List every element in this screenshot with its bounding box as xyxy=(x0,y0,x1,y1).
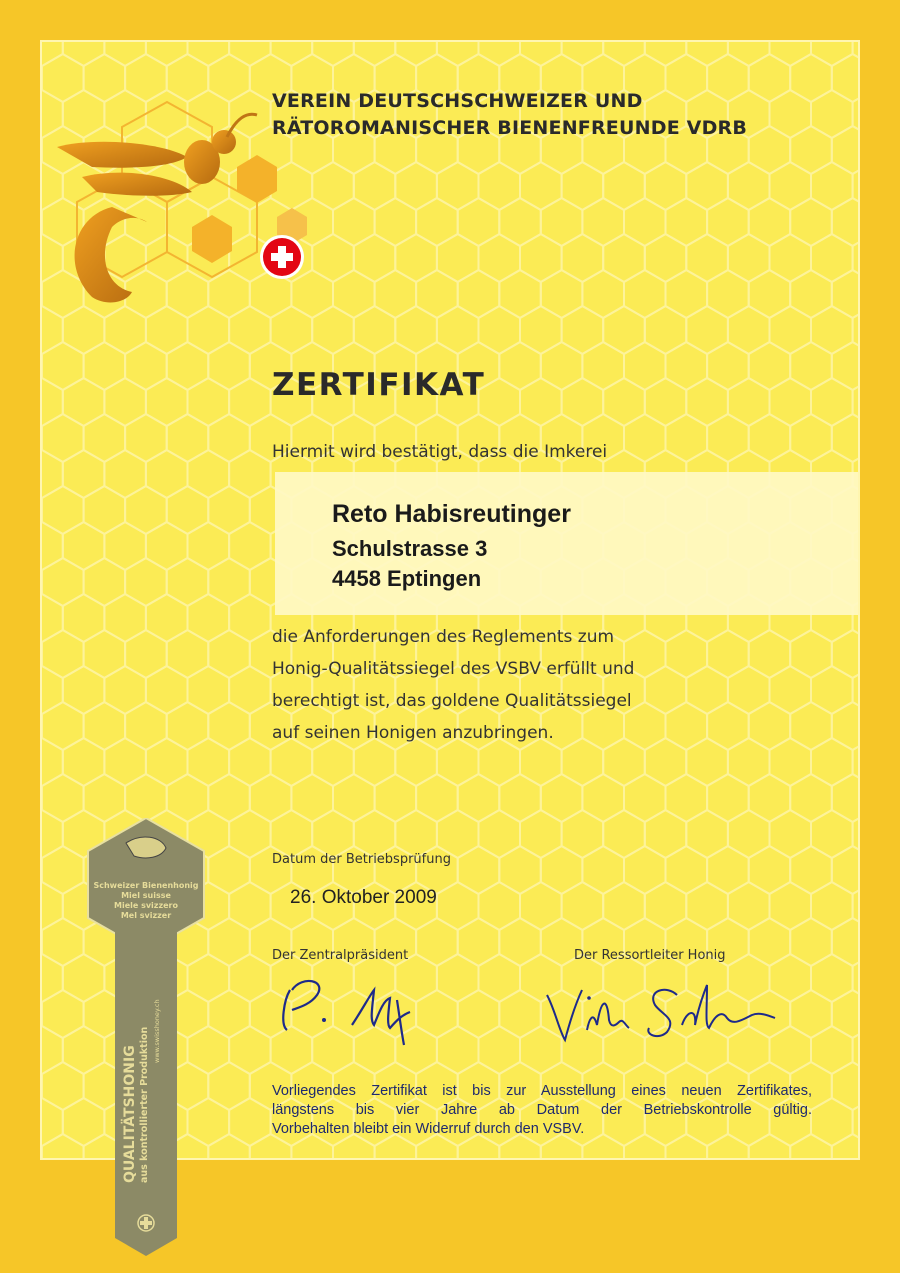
seal-vertical-subtitle: aus kontrollierter Produktion xyxy=(139,1026,150,1183)
beekeeper-name: Reto Habisreutinger xyxy=(332,500,571,528)
body-line: auf seinen Honigen anzubringen. xyxy=(272,723,554,743)
swiss-cross-icon xyxy=(260,235,304,279)
body-line: Honig-Qualitätssiegel des VSBV erfüllt und xyxy=(272,659,635,679)
beekeeper-city: 4458 Eptingen xyxy=(332,566,482,591)
quality-honey-seal xyxy=(86,818,206,1258)
seal-line: Miele svizzero xyxy=(114,901,178,910)
seal-vertical-title: QUALITÄTSHONIG xyxy=(122,1045,138,1183)
honey-head-signature-label: Der Ressortleiter Honig xyxy=(574,948,726,963)
organization-name-line2: RÄTOROMANISCHER BIENENFREUNDE VDRB xyxy=(272,117,748,139)
body-line: die Anforderungen des Reglements zum xyxy=(272,627,615,647)
seal-line: Schweizer Bienenhonig xyxy=(93,881,199,890)
organization-name-line1: VEREIN DEUTSCHSCHWEIZER UND xyxy=(272,90,643,112)
seal-line: Mel svizzer xyxy=(120,911,172,920)
seal-vertical-url: www.swisshoney.ch xyxy=(153,999,161,1063)
president-signature-label: Der Zentralpräsident xyxy=(272,948,409,963)
president-signature xyxy=(262,970,452,1050)
certificate-title: ZERTIFIKAT xyxy=(272,367,486,403)
seal-line: Miel suisse xyxy=(121,891,171,900)
body-line: berechtigt ist, das goldene Qualitätssiegel xyxy=(272,691,632,711)
intro-text: Hiermit wird bestätigt, dass die Imkerei xyxy=(272,442,608,462)
honey-head-signature xyxy=(537,970,787,1055)
inspection-date-label: Datum der Betriebsprüfung xyxy=(272,852,451,867)
inspection-date-value: 26. Oktober 2009 xyxy=(290,887,437,908)
beekeeper-street: Schulstrasse 3 xyxy=(332,536,488,561)
footer-line: längstens bis vier Jahre ab Datum der Betriebskontrolle gültig. xyxy=(272,1102,812,1118)
footer-line: Vorbehalten bleibt ein Widerruf durch den VSBV. xyxy=(272,1121,585,1137)
footer-line: Vorliegendes Zertifikat ist bis zur Ausstellung eines neuen Zertifikates, xyxy=(272,1083,812,1099)
